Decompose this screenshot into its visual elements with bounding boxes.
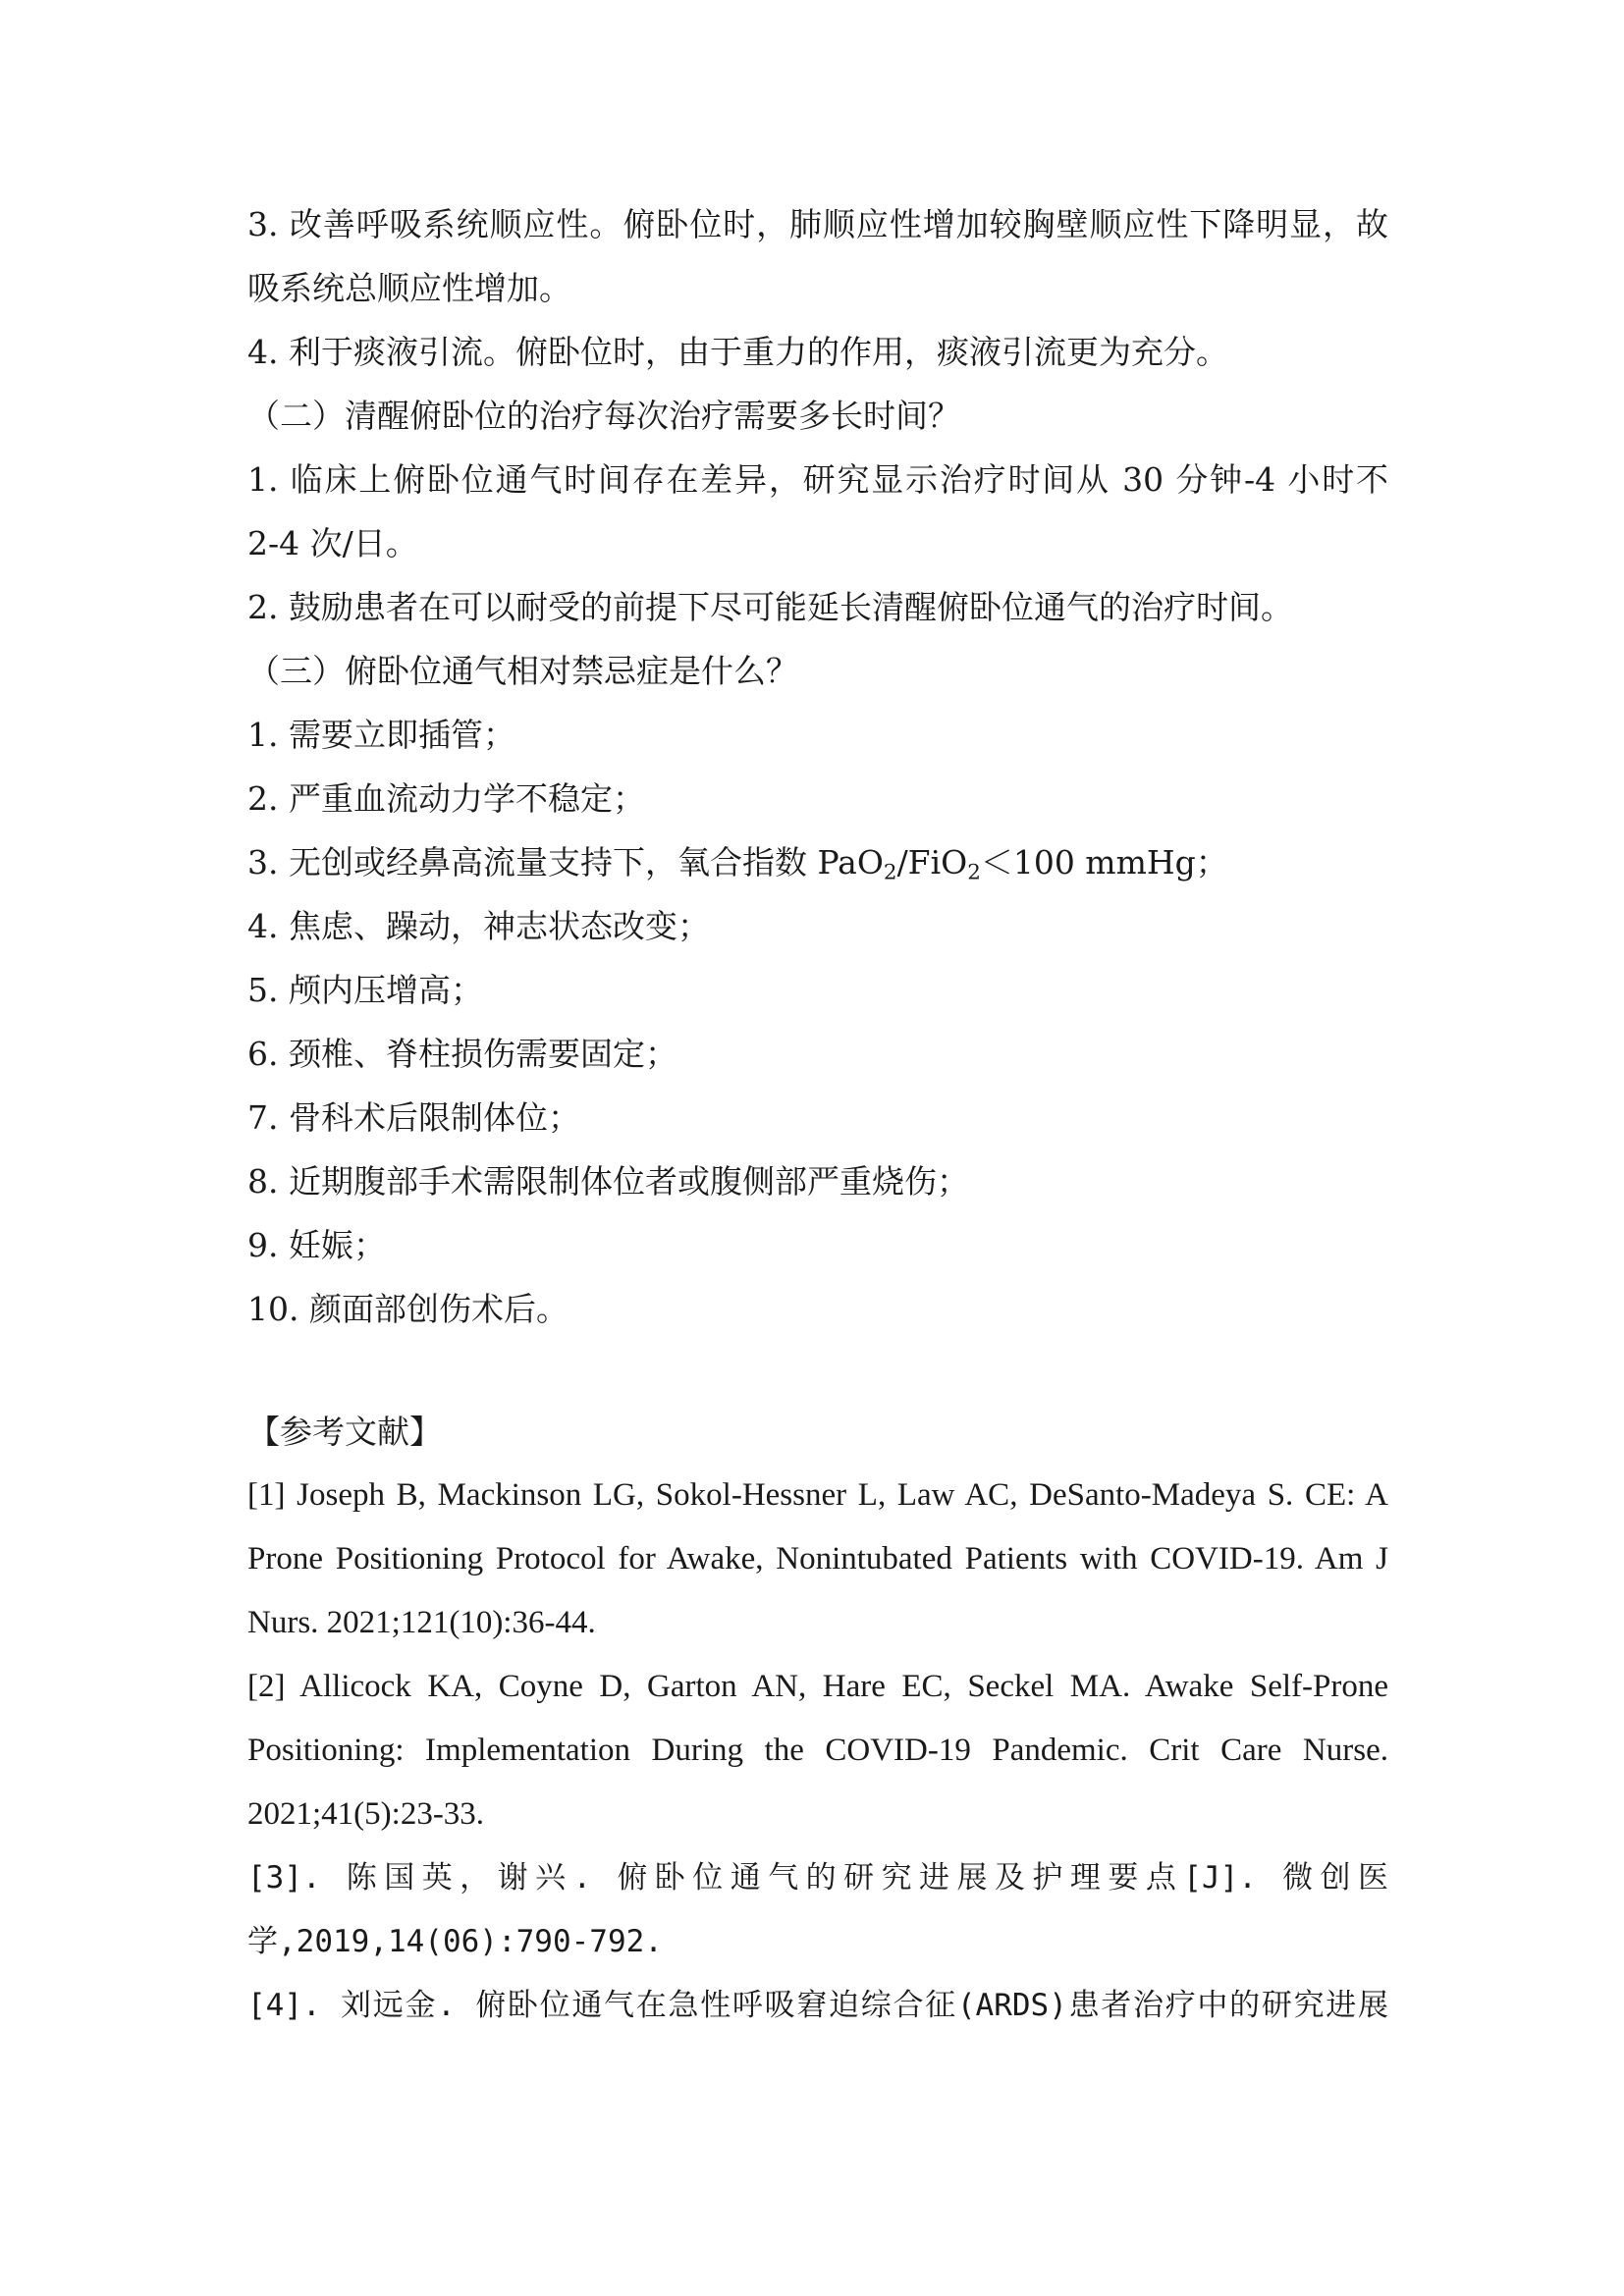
contraindication-8: 8. 近期腹部手术需限制体位者或腹侧部严重烧伤； bbox=[247, 1162, 969, 1201]
contraindication-3-mid: /FiO bbox=[896, 843, 968, 881]
ref2-line2: Positioning: Implementation During the COVID-19 Pandemic. Crit Care Nurse. bbox=[247, 1733, 1388, 1768]
contraindication-2: 2. 严重血流动力学不稳定； bbox=[247, 779, 645, 818]
ref1-line3: Nurs. 2021;121(10):36-44. bbox=[247, 1605, 596, 1640]
contraindication-4: 4. 焦虑、躁动，神志状态改变； bbox=[247, 907, 710, 945]
ref3-line2: 学,2019,14(06):790-792. bbox=[247, 1924, 663, 1959]
item4: 4. 利于痰液引流。俯卧位时，由于重力的作用，痰液引流更为充分。 bbox=[247, 333, 1228, 371]
contraindication-6: 6. 颈椎、脊柱损伤需要固定； bbox=[247, 1035, 677, 1073]
item3-line1: 3. 改善呼吸系统顺应性。俯卧位时，肺顺应性增加较胸壁顺应性下降明显，故 bbox=[247, 205, 1388, 243]
contraindication-9: 9. 妊娠； bbox=[247, 1226, 386, 1264]
contraindication-1: 1. 需要立即插管； bbox=[247, 716, 515, 754]
contraindication-7: 7. 骨科术后限制体位； bbox=[247, 1098, 580, 1137]
ref2-line1: [2] Allicock KA, Coyne D, Garton AN, Hare EC, Seckel MA. Awake Self-Prone bbox=[247, 1669, 1388, 1704]
contraindication-3-post: ＜100 mmHg； bbox=[980, 843, 1228, 881]
spacer bbox=[247, 1341, 1388, 1400]
section-three-heading: （三）俯卧位通气相对禁忌症是什么？ bbox=[247, 652, 798, 690]
ref3-line1: [3]. 陈国英，谢兴. 俯卧位通气的研究进展及护理要点[J]. 微创医 bbox=[247, 1860, 1388, 1896]
section-two-item1-line1: 1. 临床上俯卧位通气时间存在差异，研究显示治疗时间从 30 分钟-4 小时不 bbox=[247, 460, 1388, 499]
references-heading: 【参考文献】 bbox=[247, 1413, 442, 1451]
section-two-heading: （二）清醒俯卧位的治疗每次治疗需要多长时间？ bbox=[247, 397, 960, 435]
ref1-line2: Prone Positioning Protocol for Awake, Nonintubated Patients with COVID-19. Am J bbox=[247, 1541, 1388, 1576]
contraindication-5: 5. 颅内压增高； bbox=[247, 971, 483, 1009]
contraindication-10: 10. 颜面部创伤术后。 bbox=[247, 1290, 568, 1328]
ref1-line1: [1] Joseph B, Mackinson LG, Sokol-Hessner L, Law AC, DeSanto-Madeya S. CE: A bbox=[247, 1477, 1388, 1513]
document-page bbox=[247, 192, 1388, 2038]
subscript-2a: 2 bbox=[883, 860, 897, 885]
ref2-line3: 2021;41(5):23-33. bbox=[247, 1796, 485, 1832]
subscript-2b: 2 bbox=[967, 860, 981, 885]
section-two-item1-line2: 2-4 次/日。 bbox=[247, 524, 418, 562]
section-two-item2: 2. 鼓励患者在可以耐受的前提下尽可能延长清醒俯卧位通气的治疗时间。 bbox=[247, 588, 1293, 626]
contraindication-3-pre: 3. 无创或经鼻高流量支持下，氧合指数 PaO bbox=[247, 843, 884, 881]
item3-line2: 吸系统总顺应性增加。 bbox=[247, 269, 571, 307]
contraindication-3 bbox=[247, 830, 1388, 894]
ref4-line1: [4]. 刘远金. 俯卧位通气在急性呼吸窘迫综合征(ARDS)患者治疗中的研究进展 bbox=[247, 1988, 1388, 2023]
